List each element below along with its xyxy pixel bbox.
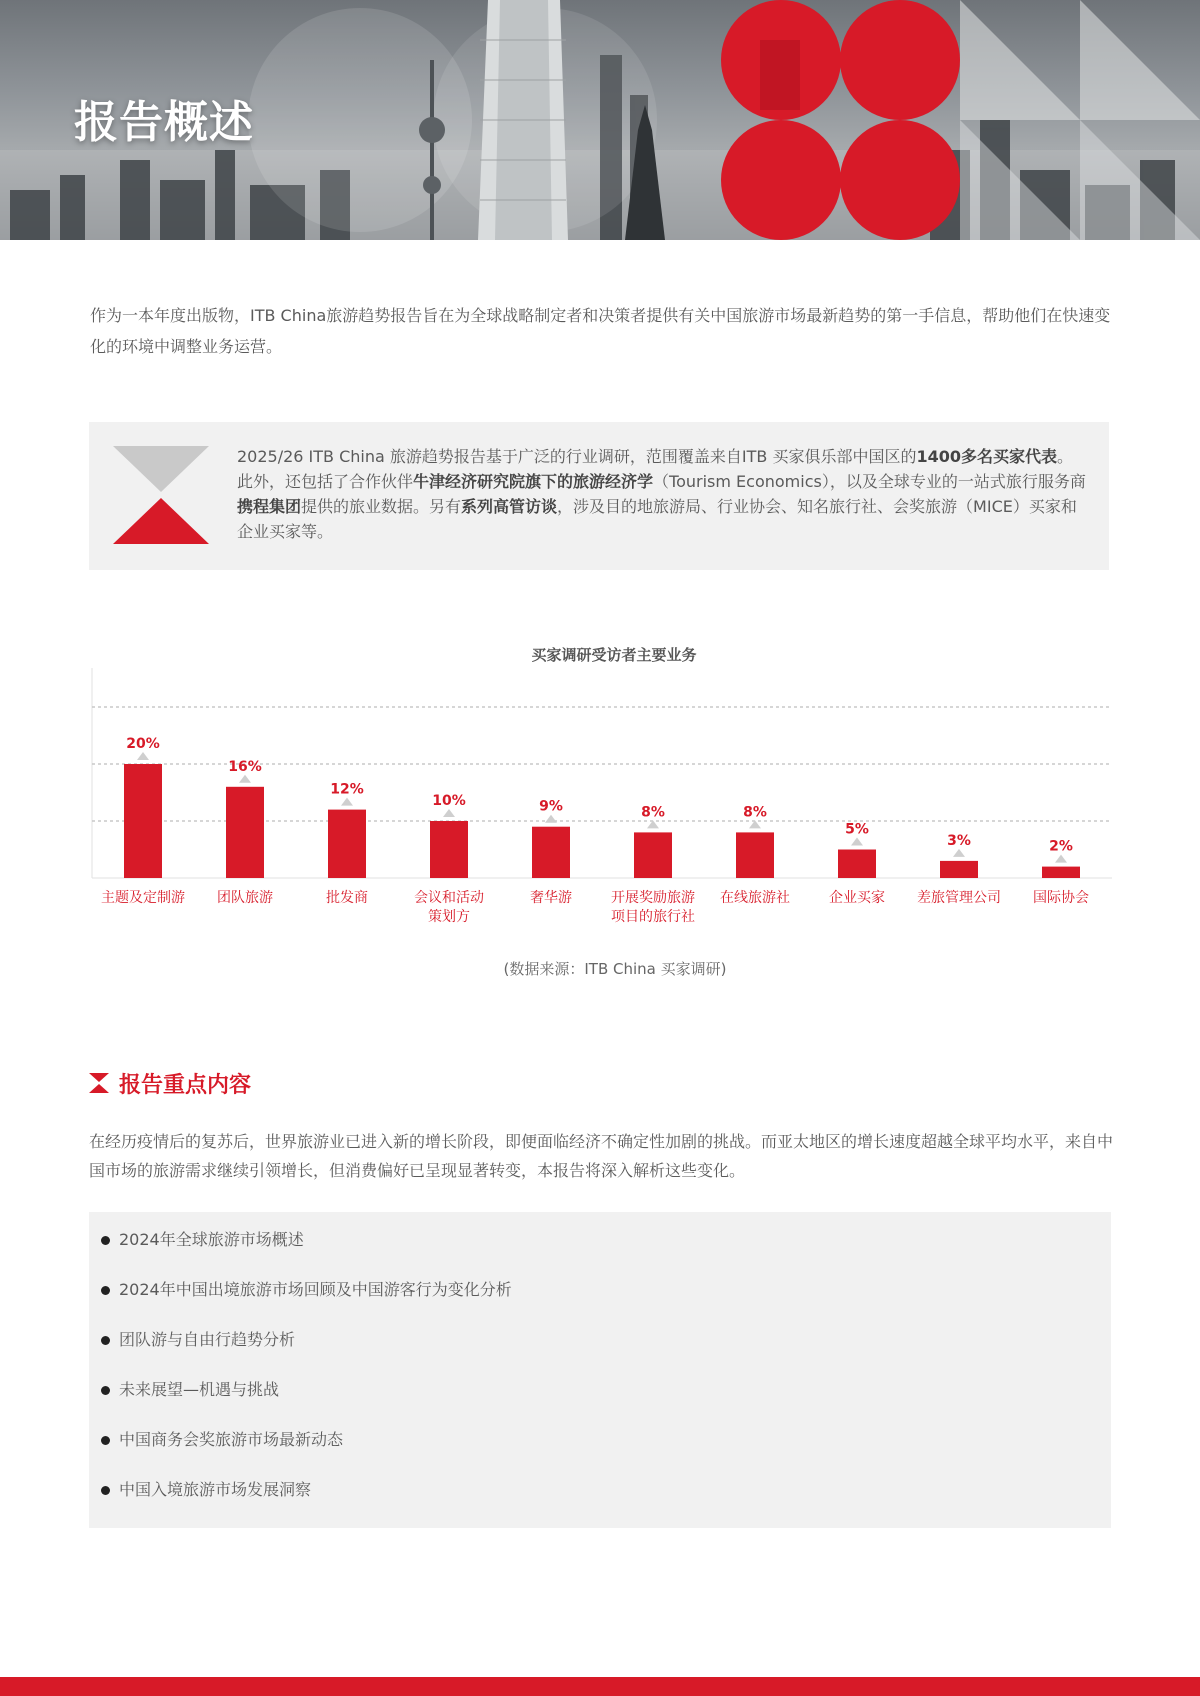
bar-marker — [545, 815, 557, 823]
data-label: 8% — [641, 804, 665, 821]
list-item: 中国商务会奖旅游市场最新动态 — [99, 1428, 343, 1452]
methodology-callout — [89, 422, 1109, 570]
category-label: 在线旅游社 — [720, 890, 790, 906]
data-label: 12% — [330, 781, 364, 798]
methodology-highlight: 牛津经济研究院旗下的旅游经济学 — [413, 472, 654, 491]
list-item: 中国入境旅游市场发展洞察 — [99, 1478, 311, 1502]
methodology-text-part: 。此外，还包括了合作伙伴 — [237, 447, 1074, 491]
data-label: 2% — [1049, 838, 1073, 855]
category-label: 主题及定制游 — [101, 890, 185, 906]
bar — [838, 850, 876, 879]
data-label: 20% — [126, 736, 160, 752]
data-label: 10% — [432, 793, 466, 809]
hourglass-icon — [113, 446, 209, 544]
hero-banner — [0, 0, 1200, 240]
bar — [940, 861, 978, 878]
methodology-text — [237, 444, 1087, 544]
category-label: 团队旅游 — [217, 890, 273, 906]
data-label: 16% — [228, 758, 262, 775]
section-title: 报告重点内容 — [119, 1073, 252, 1098]
category-label: 开展奖励旅游项目的旅行社 — [611, 890, 695, 925]
methodology-highlight: 系列高管访谈 — [461, 497, 558, 516]
hourglass-small-icon — [89, 1073, 109, 1093]
methodology-text-part: 2025/26 ITB China 旅游趋势报告基于广泛的行业调研，范围覆盖来自ITB 买家俱乐部中国区的 — [237, 447, 917, 466]
category-label: 奢华游 — [530, 890, 572, 906]
category-label: 会议和活动策划方 — [414, 890, 484, 925]
bar-marker — [341, 798, 353, 806]
bar — [328, 810, 366, 878]
bar-marker — [137, 752, 149, 760]
bar-marker — [1055, 855, 1067, 863]
bar — [226, 787, 264, 878]
chart-title: 买家调研受访者主要业务 — [531, 646, 697, 664]
bar — [430, 821, 468, 878]
list-item: 2024年中国出境旅游市场回顾及中国游客行为变化分析 — [99, 1278, 512, 1302]
bar — [532, 827, 570, 878]
data-label: 9% — [539, 798, 563, 815]
business-bar-chart — [0, 636, 1200, 956]
data-label: 8% — [743, 804, 767, 821]
bar-marker — [239, 775, 251, 783]
bar-marker — [851, 838, 863, 846]
data-label: 3% — [947, 832, 971, 849]
data-source-note: (数据来源：ITB China 买家调研) — [503, 960, 727, 978]
footer-bar — [0, 1677, 1200, 1696]
methodology-highlight: 1400多名买家代表 — [916, 447, 1058, 466]
methodology-text-part: 提供的旅业数据。另有 — [301, 497, 462, 516]
methodology-text-part: ，涉及目的地旅游局、行业协会、知名旅行社、会奖旅游（MICE）买家和企业买家等。 — [237, 497, 1077, 541]
category-label: 企业买家 — [829, 890, 885, 906]
intro-paragraph: 作为一本年度出版物，ITB China旅游趋势报告旨在为全球战略制定者和决策者提供有关中国旅游市场最新趋势的第一手信息，帮助他们在快速变化的环境中调整业务运营。 — [90, 306, 1111, 356]
bar — [634, 832, 672, 878]
bar — [736, 832, 774, 878]
methodology-text-part: （Tourism Economics），以及全球专业的一站式旅行服务商 — [653, 472, 1086, 491]
bar-marker — [953, 849, 965, 857]
bar-marker — [443, 809, 455, 817]
data-label: 5% — [845, 821, 869, 838]
bar — [1042, 867, 1080, 878]
page-title: 报告概述 — [74, 97, 254, 148]
key-topics-list — [89, 1212, 1111, 1528]
bar — [124, 764, 162, 878]
category-label: 差旅管理公司 — [917, 890, 1001, 906]
key-content-paragraph: 在经历疫情后的复苏后，世界旅游业已进入新的增长阶段，即便面临经济不确定性加剧的挑战。而亚太地区的增长速度超越全球平均水平，来自中国市场的旅游需求继续引领增长，但消费偏好已呈现显著转变，本报告将深入解析这些变化。 — [89, 1132, 1114, 1180]
category-label: 国际协会 — [1033, 890, 1089, 906]
list-item: 2024年全球旅游市场概述 — [99, 1228, 304, 1252]
category-label: 批发商 — [326, 890, 368, 906]
list-item: 未来展望—机遇与挑战 — [99, 1378, 279, 1402]
methodology-highlight: 携程集团 — [237, 497, 302, 516]
list-item: 团队游与自由行趋势分析 — [99, 1328, 295, 1352]
